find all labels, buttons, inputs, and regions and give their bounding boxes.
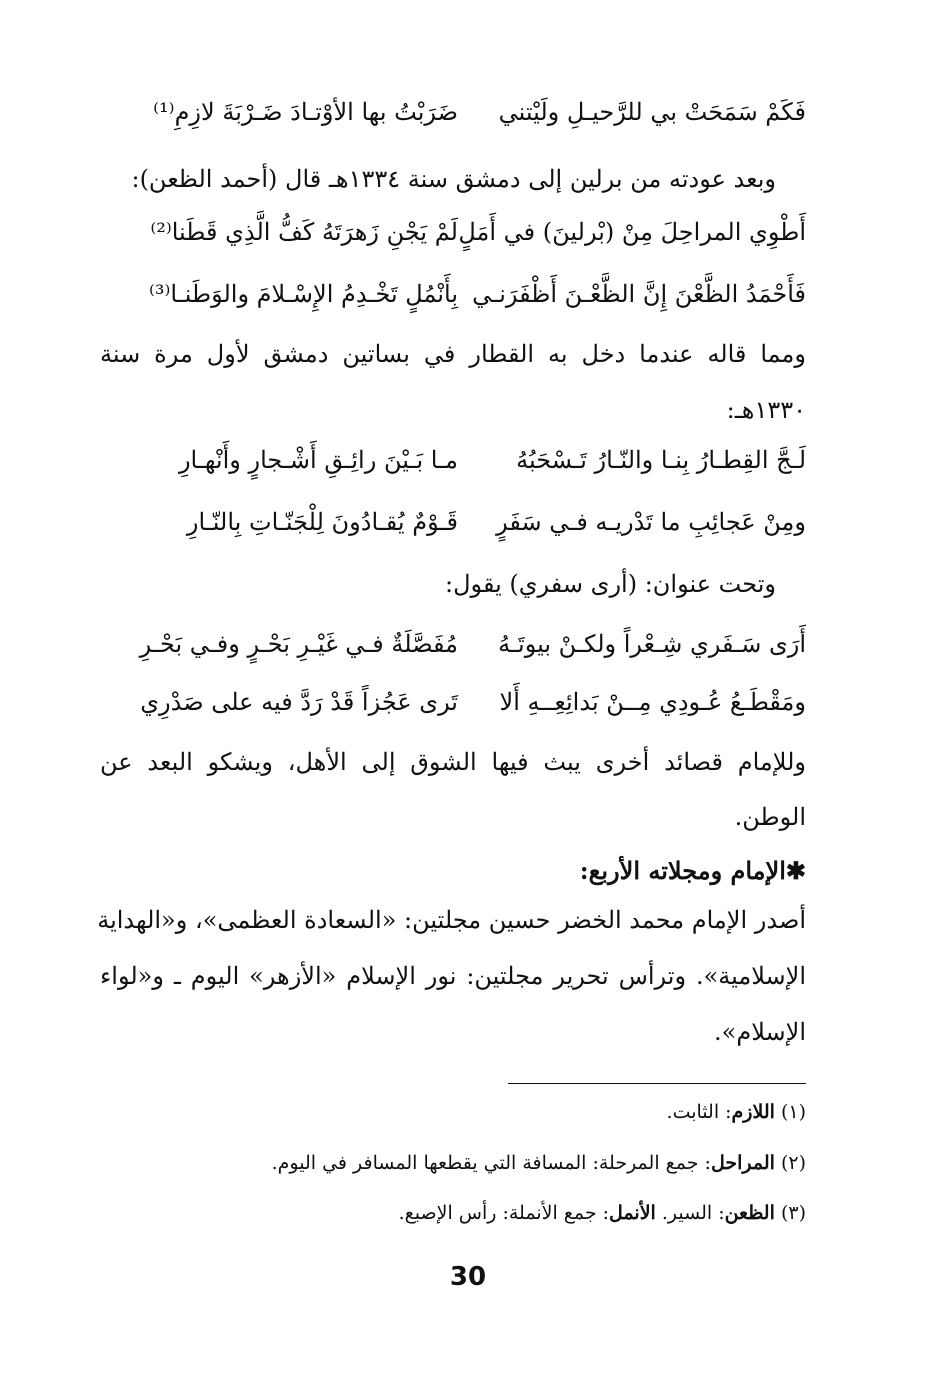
footnote-2 [272, 1152, 806, 1174]
footnote-3 [399, 1202, 806, 1224]
verse-2-second-hemistich: لَمْ يَجْنِ زَهرَتَهُ كَفُّ الَّذِي قَطَنا⁽²⁾ [150, 218, 458, 246]
footnote-1 [667, 1101, 806, 1123]
verse-4-first-hemistich: لَـجَّ القِطـارُ بِنـا والنّـارُ تَـسْحَبُهُ [516, 446, 806, 474]
footnote-term: المراحل [710, 1152, 775, 1174]
verse-6-first-hemistich: أَرَى سَـفَري شِـعْراً ولكـنْ بيوتَـهُ [498, 630, 806, 658]
paragraph-return-from-berlin: وبعد عودته من برلين إلى دمشق سنة ١٣٣٤هـ قال (أحمد الظعن): [131, 165, 776, 193]
verse-2-first-hemistich: أَطْوِي المراحِلَ مِنْ (بْرلينَ) في أَمَلٍ [458, 218, 806, 246]
footnote-term: الظعن [724, 1202, 775, 1224]
footnote-number: (٢) [780, 1152, 806, 1174]
page-number: 30 [449, 1262, 487, 1292]
footnote-term-2: الأنمل [609, 1202, 656, 1224]
paragraph-other-poems-line-2: الوطن. [734, 803, 806, 831]
footnote-term: اللازم [731, 1101, 775, 1123]
footnote-text: : الثابت. [666, 1101, 732, 1123]
verse-3-second-hemistich: بِأَنْمُلٍ تَخْـدِمُ الإِسْـلامَ والوَطَنـا⁽³⁾ [148, 280, 458, 308]
paragraph-train-line-2: ١٣٣٠هـ: [726, 396, 806, 424]
footnote-text: : جمع المرحلة: المسافة التي يقطعها المسافر في اليوم. [271, 1152, 711, 1174]
paragraph-magazines-line-3: الإسلام». [714, 1018, 806, 1046]
verse-7-second-hemistich: تَرى عَجُزاً قَدْ رَدَّ فيه على صَدْرِي [140, 688, 458, 716]
paragraph-magazines-line-2: الإسلامية». وترأس تحرير مجلتين: نور الإسلام «الأزهر» اليوم ـ و«لواء [100, 962, 806, 990]
verse-3-first-hemistich: فَأَحْمَدُ الظَّعْنَ إِنَّ الظَّعْـنَ أَظْفَرَنـي [472, 280, 806, 308]
verse-5-second-hemistich: قَـوْمٌ يُقـادُونَ لِلْجَنّـاتِ بِالنّـارِ [186, 508, 458, 536]
section-heading: ✱الإمام ومجلاته الأربع: [579, 856, 806, 885]
footnote-number: (١) [780, 1101, 806, 1123]
verse-4-second-hemistich: مـا بَـيْنَ رائِـقِ أَشْـجارٍ وأَنْهـارِ [178, 446, 458, 474]
verse-6-second-hemistich: مُفَصَّلَةٌ فـي غَيْـرِ بَحْـرٍ وفـي بَحْـرِ [139, 630, 458, 658]
footnote-text: : السير. [661, 1202, 725, 1224]
footnote-separator [508, 1083, 806, 1084]
footnote-text-2: : جمع الأنملة: رأس الإصبع. [398, 1202, 610, 1224]
verse-1-second-hemistich: ضَرَبْتُ بها الأوْتـادَ ضَـرْبَةَ لازِمِ⁽¹⁾ [153, 98, 458, 126]
verse-5-first-hemistich: ومِنْ عَجائِبِ ما تَدْريـه فـي سَفَرٍ [496, 508, 806, 536]
footnote-number: (٣) [780, 1202, 806, 1224]
verse-7-first-hemistich: ومَقْطَـعُ عُـودِي مِــنْ بَدائِعِــهِ أَلا [499, 688, 806, 716]
paragraph-train-line-1: ومما قاله عندما دخل به القطار في بساتين دمشق لأول مرة سنة [100, 340, 806, 368]
paragraph-magazines-line-1: أصدر الإمام محمد الخضر حسين مجلتين: «السعادة العظمى»، و«الهداية [97, 906, 806, 934]
paragraph-my-travel-title: وتحت عنوان: (أرى سفري) يقول: [445, 570, 776, 598]
verse-1-first-hemistich: فَكَمْ سَمَحَتْ بي للرَّحيـلِ ولَيْتني [498, 98, 806, 126]
paragraph-other-poems-line-1: وللإمام قصائد أخرى يبث فيها الشوق إلى الأهل، ويشكو البعد عن [100, 748, 806, 776]
